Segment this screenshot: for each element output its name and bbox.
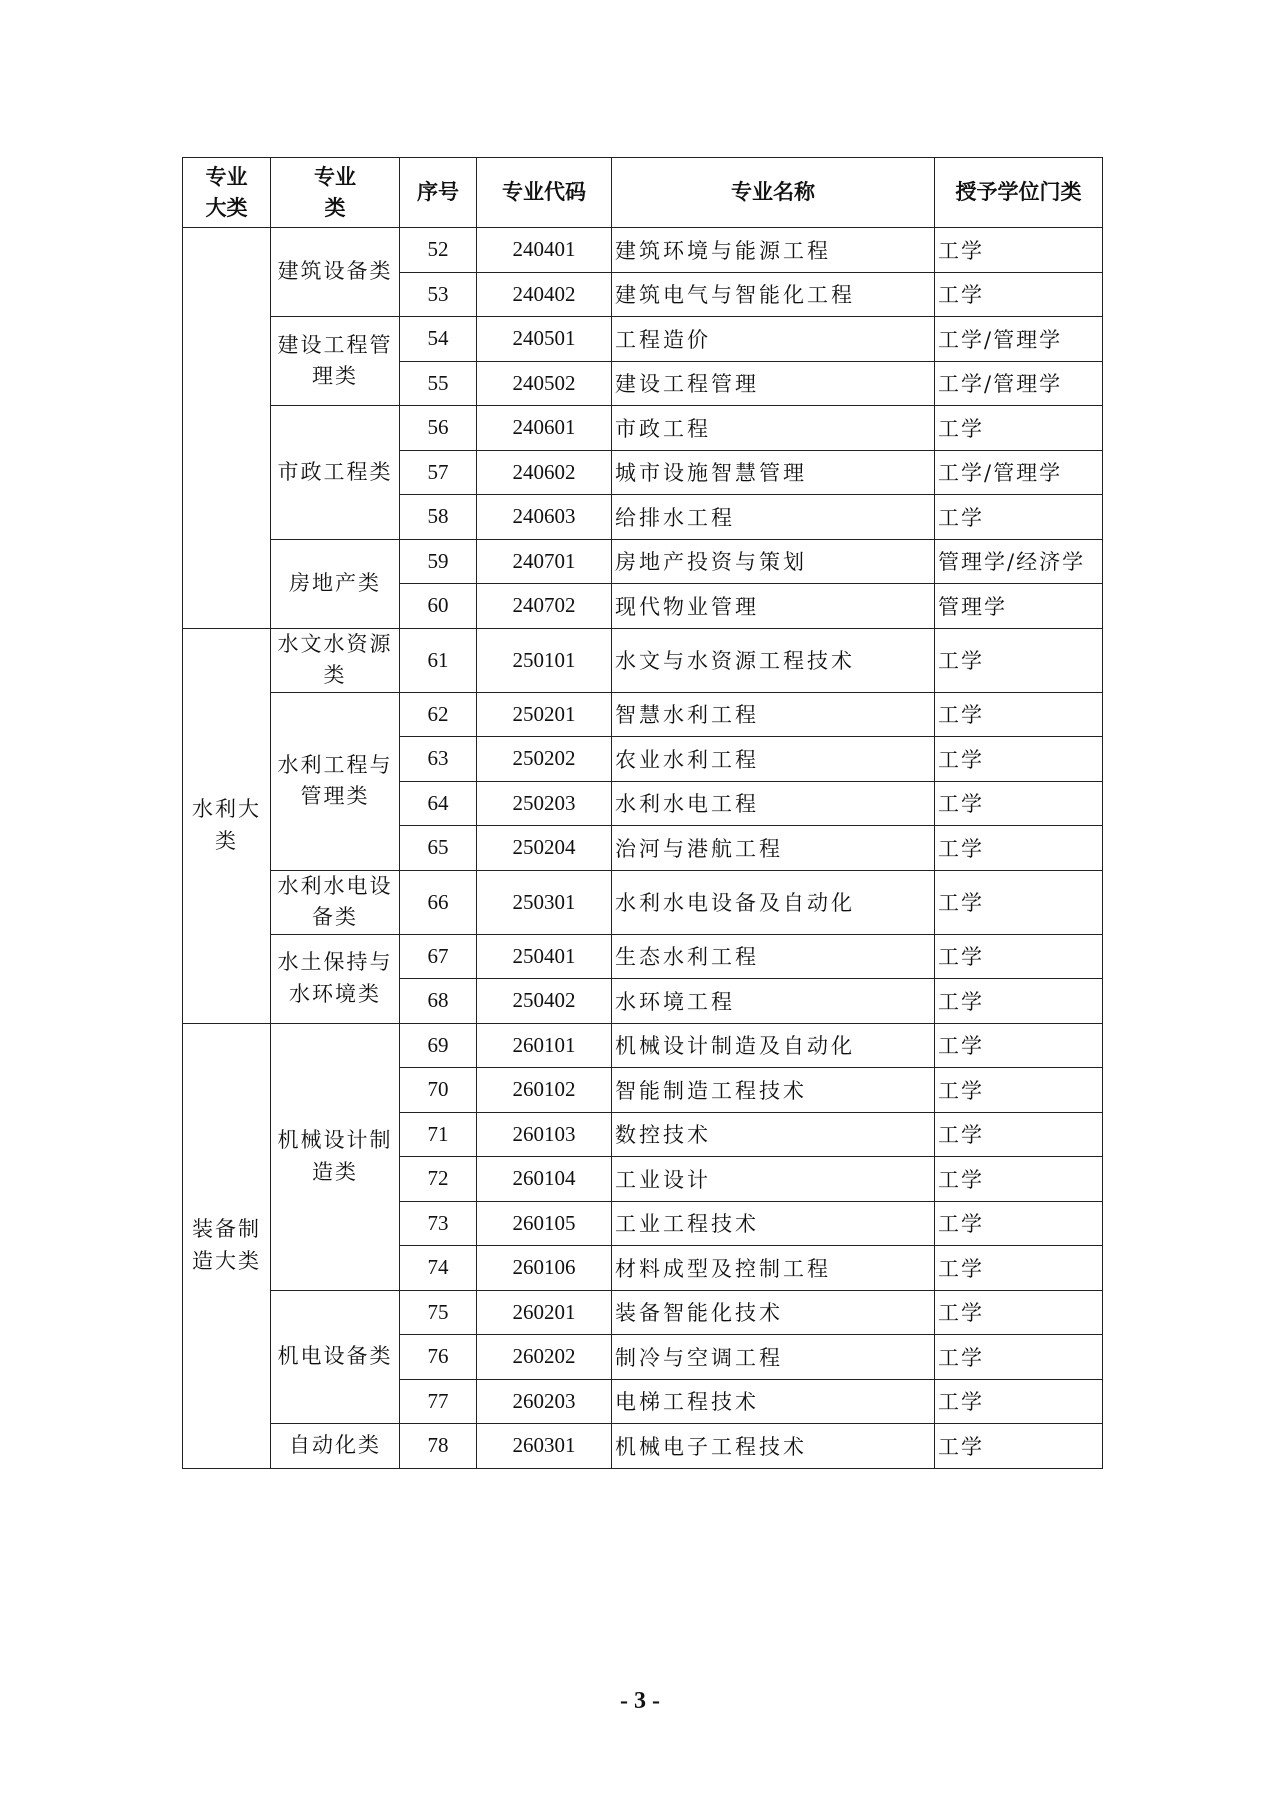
degree-category-cell: 工学 (935, 1023, 1103, 1068)
degree-category-cell: 工学 (935, 1290, 1103, 1335)
major-name-cell: 建设工程管理 (612, 361, 935, 406)
majors-table (182, 157, 1103, 1469)
major-name-cell: 水文与水资源工程技术 (612, 628, 935, 692)
major-name-cell: 水利水电设备及自动化 (612, 870, 935, 934)
major-class-cell: 房地产类 (271, 539, 400, 628)
table-row (183, 228, 1103, 273)
major-name-cell: 工业工程技术 (612, 1201, 935, 1246)
serial-no-cell: 63 (400, 737, 477, 782)
degree-category-cell: 工学 (935, 1068, 1103, 1113)
major-class-cell: 水利水电设 备类 (271, 870, 400, 934)
degree-category-cell: 工学/管理学 (935, 450, 1103, 495)
serial-no-cell: 74 (400, 1246, 477, 1291)
major-code-cell: 240401 (477, 228, 612, 273)
header-major-category: 专业 大类 (183, 158, 271, 228)
major-code-cell: 260301 (477, 1424, 612, 1469)
major-name-cell: 建筑电气与智能化工程 (612, 272, 935, 317)
serial-no-cell: 64 (400, 781, 477, 826)
degree-category-cell: 工学 (935, 1201, 1103, 1246)
major-code-cell: 240701 (477, 539, 612, 584)
serial-no-cell: 56 (400, 406, 477, 451)
major-class-cell: 机电设备类 (271, 1290, 400, 1424)
degree-category-cell: 管理学 (935, 584, 1103, 629)
major-code-cell: 240603 (477, 495, 612, 540)
serial-no-cell: 52 (400, 228, 477, 273)
major-code-cell: 260104 (477, 1157, 612, 1202)
major-name-cell: 现代物业管理 (612, 584, 935, 629)
serial-no-cell: 68 (400, 979, 477, 1024)
major-code-cell: 260203 (477, 1379, 612, 1424)
major-name-cell: 农业水利工程 (612, 737, 935, 782)
major-code-cell: 250301 (477, 870, 612, 934)
major-code-cell: 250401 (477, 934, 612, 979)
degree-category-cell: 工学 (935, 826, 1103, 871)
major-code-cell: 250203 (477, 781, 612, 826)
serial-no-cell: 71 (400, 1112, 477, 1157)
serial-no-cell: 62 (400, 692, 477, 737)
serial-no-cell: 66 (400, 870, 477, 934)
degree-category-cell: 工学 (935, 870, 1103, 934)
major-name-cell: 制冷与空调工程 (612, 1335, 935, 1380)
degree-category-cell: 工学 (935, 781, 1103, 826)
major-name-cell: 工业设计 (612, 1157, 935, 1202)
serial-no-cell: 54 (400, 317, 477, 362)
header-major-code: 专业代码 (477, 158, 612, 228)
serial-no-cell: 69 (400, 1023, 477, 1068)
table-row (183, 317, 1103, 362)
header-degree-category: 授予学位门类 (935, 158, 1103, 228)
serial-no-cell: 58 (400, 495, 477, 540)
major-code-cell: 250202 (477, 737, 612, 782)
degree-category-cell: 工学 (935, 934, 1103, 979)
table-row (183, 1290, 1103, 1335)
serial-no-cell: 59 (400, 539, 477, 584)
major-name-cell: 数控技术 (612, 1112, 935, 1157)
major-code-cell: 260106 (477, 1246, 612, 1291)
major-code-cell: 240602 (477, 450, 612, 495)
header-major-name: 专业名称 (612, 158, 935, 228)
header-major-class: 专业 类 (271, 158, 400, 228)
major-class-cell: 市政工程类 (271, 406, 400, 540)
major-code-cell: 250204 (477, 826, 612, 871)
table-row (183, 628, 1103, 692)
degree-category-cell: 工学 (935, 272, 1103, 317)
major-class-cell: 自动化类 (271, 1424, 400, 1469)
major-code-cell: 260201 (477, 1290, 612, 1335)
table-row (183, 1424, 1103, 1469)
major-name-cell: 工程造价 (612, 317, 935, 362)
major-name-cell: 电梯工程技术 (612, 1379, 935, 1424)
table-row (183, 1023, 1103, 1068)
degree-category-cell: 工学/管理学 (935, 317, 1103, 362)
serial-no-cell: 78 (400, 1424, 477, 1469)
serial-no-cell: 67 (400, 934, 477, 979)
degree-category-cell: 工学 (935, 1335, 1103, 1380)
table-body (183, 228, 1103, 1469)
major-class-cell: 水利工程与 管理类 (271, 692, 400, 870)
major-code-cell: 250402 (477, 979, 612, 1024)
major-code-cell: 260103 (477, 1112, 612, 1157)
serial-no-cell: 57 (400, 450, 477, 495)
degree-category-cell: 工学 (935, 692, 1103, 737)
major-code-cell: 260202 (477, 1335, 612, 1380)
major-class-cell: 水文水资源 类 (271, 628, 400, 692)
major-name-cell: 材料成型及控制工程 (612, 1246, 935, 1291)
header-serial-no: 序号 (400, 158, 477, 228)
serial-no-cell: 60 (400, 584, 477, 629)
major-code-cell: 250101 (477, 628, 612, 692)
major-name-cell: 装备智能化技术 (612, 1290, 935, 1335)
major-code-cell: 250201 (477, 692, 612, 737)
major-code-cell: 240502 (477, 361, 612, 406)
degree-category-cell: 管理学/经济学 (935, 539, 1103, 584)
degree-category-cell: 工学 (935, 1424, 1103, 1469)
page-number: - 3 - (620, 1688, 660, 1714)
major-code-cell: 240402 (477, 272, 612, 317)
degree-category-cell: 工学 (935, 228, 1103, 273)
major-code-cell: 240601 (477, 406, 612, 451)
degree-category-cell: 工学 (935, 628, 1103, 692)
degree-category-cell: 工学 (935, 495, 1103, 540)
serial-no-cell: 70 (400, 1068, 477, 1113)
table-row (183, 692, 1103, 737)
major-code-cell: 240501 (477, 317, 612, 362)
major-name-cell: 生态水利工程 (612, 934, 935, 979)
serial-no-cell: 77 (400, 1379, 477, 1424)
degree-category-cell: 工学 (935, 737, 1103, 782)
table-row (183, 870, 1103, 934)
serial-no-cell: 65 (400, 826, 477, 871)
serial-no-cell: 61 (400, 628, 477, 692)
major-code-cell: 240702 (477, 584, 612, 629)
major-name-cell: 智慧水利工程 (612, 692, 935, 737)
major-code-cell: 260101 (477, 1023, 612, 1068)
degree-category-cell: 工学 (935, 1157, 1103, 1202)
major-name-cell: 房地产投资与策划 (612, 539, 935, 584)
table-row (183, 406, 1103, 451)
degree-category-cell: 工学 (935, 979, 1103, 1024)
major-name-cell: 治河与港航工程 (612, 826, 935, 871)
major-class-cell: 建筑设备类 (271, 228, 400, 317)
degree-category-cell: 工学 (935, 406, 1103, 451)
major-name-cell: 智能制造工程技术 (612, 1068, 935, 1113)
degree-category-cell: 工学 (935, 1246, 1103, 1291)
serial-no-cell: 55 (400, 361, 477, 406)
major-code-cell: 260105 (477, 1201, 612, 1246)
major-name-cell: 机械电子工程技术 (612, 1424, 935, 1469)
degree-category-cell: 工学 (935, 1112, 1103, 1157)
major-name-cell: 城市设施智慧管理 (612, 450, 935, 495)
major-class-cell: 机械设计制 造类 (271, 1023, 400, 1290)
major-class-cell: 建设工程管 理类 (271, 317, 400, 406)
serial-no-cell: 53 (400, 272, 477, 317)
table-row (183, 934, 1103, 979)
serial-no-cell: 76 (400, 1335, 477, 1380)
degree-category-cell: 工学/管理学 (935, 361, 1103, 406)
major-category-cell (183, 228, 271, 629)
table-header-row (183, 158, 1103, 228)
major-name-cell: 市政工程 (612, 406, 935, 451)
major-class-cell: 水土保持与 水环境类 (271, 934, 400, 1023)
major-name-cell: 给排水工程 (612, 495, 935, 540)
major-code-cell: 260102 (477, 1068, 612, 1113)
table-row (183, 539, 1103, 584)
major-name-cell: 机械设计制造及自动化 (612, 1023, 935, 1068)
degree-category-cell: 工学 (935, 1379, 1103, 1424)
serial-no-cell: 75 (400, 1290, 477, 1335)
major-category-cell: 水利大 类 (183, 628, 271, 1023)
major-name-cell: 水环境工程 (612, 979, 935, 1024)
serial-no-cell: 73 (400, 1201, 477, 1246)
major-name-cell: 建筑环境与能源工程 (612, 228, 935, 273)
serial-no-cell: 72 (400, 1157, 477, 1202)
major-category-cell: 装备制 造大类 (183, 1023, 271, 1468)
major-name-cell: 水利水电工程 (612, 781, 935, 826)
